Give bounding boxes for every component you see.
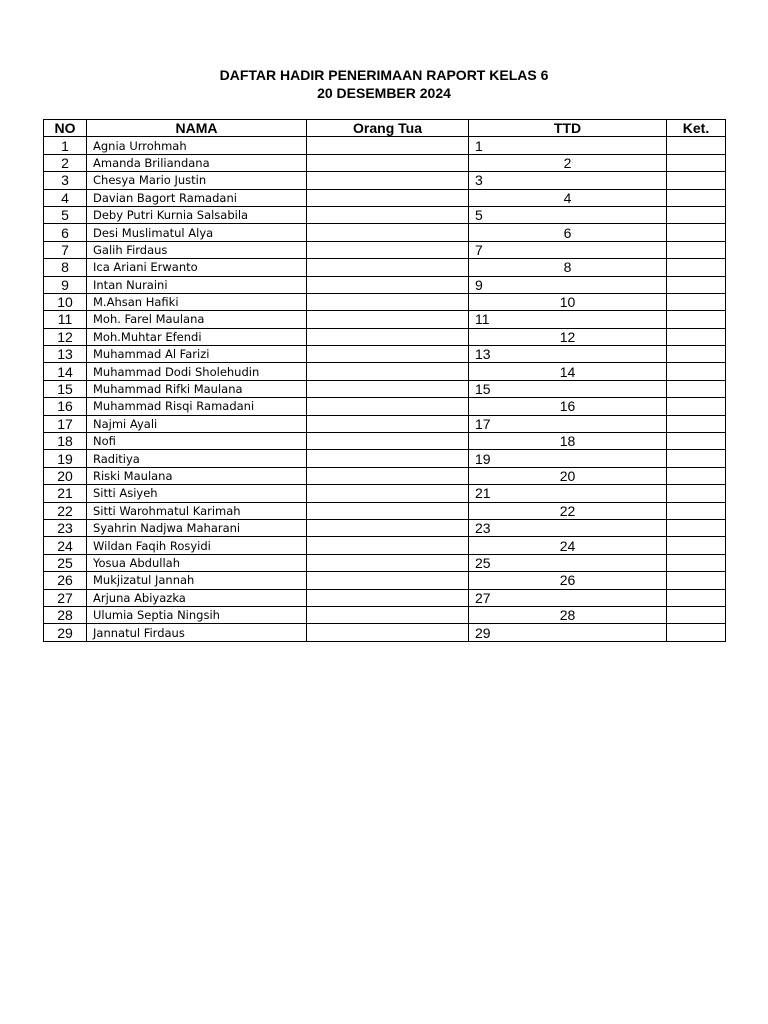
header-orang-tua: Orang Tua <box>307 120 469 137</box>
parent-name-cell <box>307 537 469 554</box>
parent-name-cell <box>307 346 469 363</box>
parent-name-cell <box>307 485 469 502</box>
student-name-cell: Nofi <box>87 433 307 450</box>
table-row <box>44 433 726 450</box>
student-name-cell: Galih Firdaus <box>87 241 307 258</box>
parent-name-cell <box>307 328 469 345</box>
row-number-cell: 2 <box>44 154 87 171</box>
table-row <box>44 241 726 258</box>
student-name-cell: Deby Putri Kurnia Salsabila <box>87 206 307 223</box>
student-name-cell: Muhammad Dodi Sholehudin <box>87 363 307 380</box>
table-header-row <box>44 120 726 137</box>
row-number-cell: 5 <box>44 206 87 223</box>
signature-cell: 1 <box>469 137 667 154</box>
row-number-cell: 15 <box>44 380 87 397</box>
parent-name-cell <box>307 259 469 276</box>
row-number-cell: 25 <box>44 554 87 571</box>
table-row <box>44 154 726 171</box>
signature-cell: 13 <box>469 346 667 363</box>
header-ket: Ket. <box>667 120 726 137</box>
student-name-cell: Najmi Ayali <box>87 415 307 432</box>
table-row <box>44 624 726 641</box>
student-name-cell: Sitti Asiyeh <box>87 485 307 502</box>
student-name-cell: Muhammad Rifki Maulana <box>87 380 307 397</box>
parent-name-cell <box>307 519 469 536</box>
row-number-cell: 7 <box>44 241 87 258</box>
table-row <box>44 554 726 571</box>
remarks-cell <box>667 346 726 363</box>
row-number-cell: 18 <box>44 433 87 450</box>
remarks-cell <box>667 485 726 502</box>
row-number-cell: 16 <box>44 398 87 415</box>
table-body <box>44 137 726 641</box>
parent-name-cell <box>307 572 469 589</box>
table-row <box>44 346 726 363</box>
parent-name-cell <box>307 276 469 293</box>
student-name-cell: Ica Ariani Erwanto <box>87 259 307 276</box>
attendance-table <box>43 119 726 642</box>
student-name-cell: Mukjizatul Jannah <box>87 572 307 589</box>
row-number-cell: 14 <box>44 363 87 380</box>
parent-name-cell <box>307 172 469 189</box>
header-no: NO <box>44 120 87 137</box>
row-number-cell: 9 <box>44 276 87 293</box>
document-date: 20 DESEMBER 2024 <box>317 85 451 101</box>
remarks-cell <box>667 224 726 241</box>
remarks-cell <box>667 172 726 189</box>
remarks-cell <box>667 467 726 484</box>
table-row <box>44 328 726 345</box>
signature-cell: 23 <box>469 519 667 536</box>
remarks-cell <box>667 606 726 623</box>
remarks-cell <box>667 241 726 258</box>
signature-cell: 27 <box>469 589 667 606</box>
table-row <box>44 259 726 276</box>
student-name-cell: Raditiya <box>87 450 307 467</box>
remarks-cell <box>667 154 726 171</box>
table-row <box>44 606 726 623</box>
student-name-cell: Moh.Muhtar Efendi <box>87 328 307 345</box>
signature-cell: 9 <box>469 276 667 293</box>
signature-cell: 18 <box>469 433 667 450</box>
parent-name-cell <box>307 554 469 571</box>
signature-cell: 8 <box>469 259 667 276</box>
table-row <box>44 467 726 484</box>
signature-cell: 10 <box>469 293 667 310</box>
row-number-cell: 24 <box>44 537 87 554</box>
student-name-cell: Moh. Farel Maulana <box>87 311 307 328</box>
parent-name-cell <box>307 137 469 154</box>
row-number-cell: 27 <box>44 589 87 606</box>
row-number-cell: 3 <box>44 172 87 189</box>
row-number-cell: 17 <box>44 415 87 432</box>
remarks-cell <box>667 589 726 606</box>
remarks-cell <box>667 537 726 554</box>
table-row <box>44 276 726 293</box>
signature-cell: 5 <box>469 206 667 223</box>
row-number-cell: 1 <box>44 137 87 154</box>
signature-cell: 4 <box>469 189 667 206</box>
table-row <box>44 189 726 206</box>
parent-name-cell <box>307 224 469 241</box>
table-row <box>44 311 726 328</box>
remarks-cell <box>667 363 726 380</box>
signature-cell: 19 <box>469 450 667 467</box>
header-ttd: TTD <box>469 120 667 137</box>
remarks-cell <box>667 206 726 223</box>
student-name-cell: Desi Muslimatul Alya <box>87 224 307 241</box>
student-name-cell: Syahrin Nadjwa Maharani <box>87 519 307 536</box>
remarks-cell <box>667 380 726 397</box>
signature-cell: 28 <box>469 606 667 623</box>
table-row <box>44 589 726 606</box>
student-name-cell: Arjuna Abiyazka <box>87 589 307 606</box>
remarks-cell <box>667 137 726 154</box>
row-number-cell: 29 <box>44 624 87 641</box>
row-number-cell: 22 <box>44 502 87 519</box>
remarks-cell <box>667 554 726 571</box>
signature-cell: 22 <box>469 502 667 519</box>
parent-name-cell <box>307 311 469 328</box>
student-name-cell: Agnia Urrohmah <box>87 137 307 154</box>
remarks-cell <box>667 415 726 432</box>
signature-cell: 26 <box>469 572 667 589</box>
row-number-cell: 4 <box>44 189 87 206</box>
row-number-cell: 11 <box>44 311 87 328</box>
remarks-cell <box>667 572 726 589</box>
parent-name-cell <box>307 502 469 519</box>
parent-name-cell <box>307 189 469 206</box>
row-number-cell: 19 <box>44 450 87 467</box>
table-row <box>44 519 726 536</box>
remarks-cell <box>667 624 726 641</box>
parent-name-cell <box>307 206 469 223</box>
remarks-cell <box>667 311 726 328</box>
signature-cell: 6 <box>469 224 667 241</box>
signature-cell: 20 <box>469 467 667 484</box>
signature-cell: 29 <box>469 624 667 641</box>
parent-name-cell <box>307 363 469 380</box>
parent-name-cell <box>307 624 469 641</box>
signature-cell: 24 <box>469 537 667 554</box>
signature-cell: 7 <box>469 241 667 258</box>
remarks-cell <box>667 276 726 293</box>
parent-name-cell <box>307 398 469 415</box>
row-number-cell: 10 <box>44 293 87 310</box>
table-row <box>44 363 726 380</box>
parent-name-cell <box>307 293 469 310</box>
table-row <box>44 380 726 397</box>
parent-name-cell <box>307 606 469 623</box>
table-row <box>44 485 726 502</box>
table-row <box>44 398 726 415</box>
remarks-cell <box>667 502 726 519</box>
parent-name-cell <box>307 467 469 484</box>
signature-cell: 15 <box>469 380 667 397</box>
student-name-cell: Davian Bagort Ramadani <box>87 189 307 206</box>
student-name-cell: Amanda Briliandana <box>87 154 307 171</box>
student-name-cell: Muhammad Risqi Ramadani <box>87 398 307 415</box>
parent-name-cell <box>307 433 469 450</box>
signature-cell: 17 <box>469 415 667 432</box>
remarks-cell <box>667 450 726 467</box>
row-number-cell: 12 <box>44 328 87 345</box>
student-name-cell: Intan Nuraini <box>87 276 307 293</box>
parent-name-cell <box>307 154 469 171</box>
table-row <box>44 206 726 223</box>
remarks-cell <box>667 259 726 276</box>
row-number-cell: 20 <box>44 467 87 484</box>
row-number-cell: 28 <box>44 606 87 623</box>
row-number-cell: 23 <box>44 519 87 536</box>
student-name-cell: Jannatul Firdaus <box>87 624 307 641</box>
signature-cell: 2 <box>469 154 667 171</box>
signature-cell: 12 <box>469 328 667 345</box>
student-name-cell: M.Ahsan Hafiki <box>87 293 307 310</box>
row-number-cell: 8 <box>44 259 87 276</box>
signature-cell: 11 <box>469 311 667 328</box>
student-name-cell: Yosua Abdullah <box>87 554 307 571</box>
row-number-cell: 6 <box>44 224 87 241</box>
signature-cell: 3 <box>469 172 667 189</box>
signature-cell: 25 <box>469 554 667 571</box>
signature-cell: 21 <box>469 485 667 502</box>
student-name-cell: Ulumia Septia Ningsih <box>87 606 307 623</box>
row-number-cell: 26 <box>44 572 87 589</box>
table-row <box>44 537 726 554</box>
row-number-cell: 21 <box>44 485 87 502</box>
student-name-cell: Sitti Warohmatul Karimah <box>87 502 307 519</box>
parent-name-cell <box>307 450 469 467</box>
table-row <box>44 224 726 241</box>
table-row <box>44 502 726 519</box>
table-row <box>44 415 726 432</box>
student-name-cell: Muhammad Al Farizi <box>87 346 307 363</box>
row-number-cell: 13 <box>44 346 87 363</box>
remarks-cell <box>667 189 726 206</box>
student-name-cell: Riski Maulana <box>87 467 307 484</box>
remarks-cell <box>667 398 726 415</box>
remarks-cell <box>667 433 726 450</box>
table-row <box>44 450 726 467</box>
parent-name-cell <box>307 241 469 258</box>
table-row <box>44 572 726 589</box>
student-name-cell: Wildan Faqih Rosyidi <box>87 537 307 554</box>
header-nama: NAMA <box>87 120 307 137</box>
table-row <box>44 137 726 154</box>
signature-cell: 14 <box>469 363 667 380</box>
parent-name-cell <box>307 380 469 397</box>
table-row <box>44 172 726 189</box>
signature-cell: 16 <box>469 398 667 415</box>
parent-name-cell <box>307 589 469 606</box>
table-row <box>44 293 726 310</box>
remarks-cell <box>667 328 726 345</box>
document-title: DAFTAR HADIR PENERIMAAN RAPORT KELAS 6 <box>219 67 549 83</box>
remarks-cell <box>667 293 726 310</box>
parent-name-cell <box>307 415 469 432</box>
remarks-cell <box>667 519 726 536</box>
student-name-cell: Chesya Mario Justin <box>87 172 307 189</box>
